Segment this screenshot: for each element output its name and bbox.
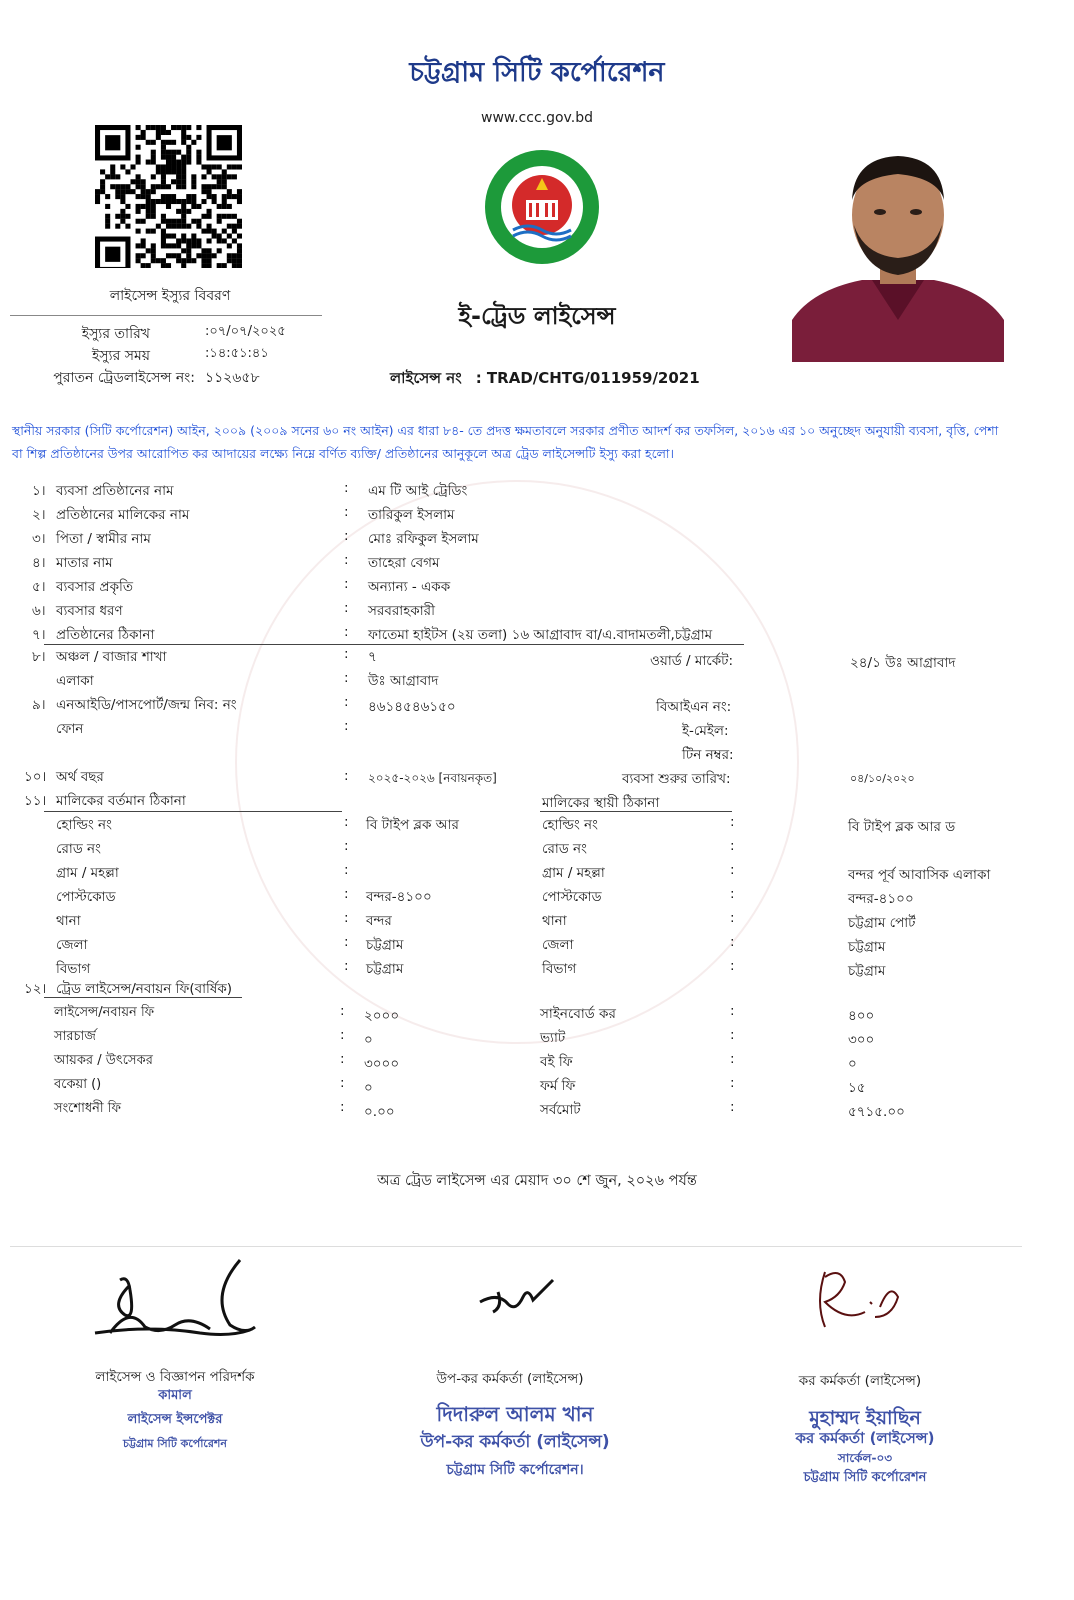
detail-label: প্রতিষ্ঠানের ঠিকানা (56, 627, 155, 643)
nid-label: এনআইডি/পাসপোর্ট/জন্ম নিব: নং (56, 697, 237, 713)
detail-value: তাহেরা বেগম (368, 555, 440, 571)
detail-label: মাতার নাম (56, 555, 113, 571)
colon: : (730, 838, 735, 854)
fees-underline (44, 997, 242, 998)
present-label: থানা (56, 913, 81, 929)
colon: : (340, 1003, 345, 1019)
detail-label: প্রতিষ্ঠানের মালিকের নাম (56, 507, 190, 523)
fee-value: ৩০০০ (364, 1056, 400, 1072)
colon: : (344, 718, 349, 734)
deputy-stamp (395, 1400, 635, 1484)
colon: : (730, 1051, 735, 1067)
fee-value: ২০০০ (364, 1008, 400, 1024)
detail-num: ৬। (32, 603, 46, 619)
detail-value: সরবরাহকারী (368, 603, 435, 619)
fee-value: ১৫ (848, 1080, 866, 1096)
colon: : (344, 768, 349, 784)
stamp-line: কর কর্মকর্তা (লাইসেন্স) (795, 1429, 935, 1447)
present-value: চট্টগ্রাম (366, 937, 404, 953)
fee-label: বকেয়া () (54, 1077, 102, 1092)
permanent-label: পোস্টকোড (542, 889, 602, 905)
detail-value: এম টি আই ট্রেডিং (368, 483, 468, 499)
fee-label: সারচার্জ (54, 1029, 96, 1044)
fee-value: ০ (364, 1032, 373, 1048)
detail-value: অন্যান্য - একক (368, 579, 451, 595)
detail-num: ২। (32, 507, 46, 523)
address-underline (44, 644, 744, 645)
colon: : (340, 1051, 345, 1067)
detail-value: ফাতেমা হাইটস (২য় তলা) ১৬ আগ্রাবাদ বা/এ.বাদামতলী,চট্টগ্রাম (368, 627, 713, 643)
license-number-value: : TRAD/CHTG/011959/2021 (475, 369, 700, 387)
website-url[interactable]: www.ccc.gov.bd (481, 110, 593, 126)
present-label: পোস্টকোড (56, 889, 116, 905)
colon: : (344, 694, 349, 710)
colon: : (730, 886, 735, 902)
colon: : (344, 646, 349, 662)
fee-value: ০.০০ (364, 1104, 395, 1120)
detail-value: তারিকুল ইসলাম (368, 507, 455, 523)
colon: : (340, 1075, 345, 1091)
permanent-value: বি টাইপ ব্লক আর ড (848, 819, 956, 835)
colon: : (344, 958, 349, 974)
address-num: ১১। (24, 793, 47, 809)
detail-label: ব্যবসার প্রকৃতি (56, 579, 134, 595)
detail-label: পিতা / স্বামীর নাম (56, 531, 151, 547)
fee-value: ৩০০ (848, 1032, 875, 1048)
present-value: বন্দর-৪১০০ (366, 889, 432, 905)
stamp-line: লাইসেন্স ইন্সপেক্টর (127, 1412, 223, 1427)
city-corporation-logo (483, 148, 601, 266)
colon: : (344, 480, 349, 496)
phone-label: ফোন (56, 721, 84, 737)
nid-num: ৯। (32, 697, 46, 713)
permanent-label: হোল্ডিং নং (542, 817, 598, 833)
permanent-value: চট্টগ্রাম (848, 939, 886, 955)
fee-label: সংশোধনী ফি (54, 1101, 121, 1116)
detail-value: মোঃ রফিকুল ইসলাম (368, 531, 479, 547)
area-label: অঞ্চল / বাজার শাখা (56, 649, 167, 665)
old-license-row (10, 366, 300, 388)
issue-time-value: :১৪:৫১:৪১ (205, 346, 269, 361)
permanent-value: চট্টগ্রাম (848, 963, 886, 979)
ward-label: ওয়ার্ড / মার্কেট: (650, 653, 734, 669)
intro-paragraph: স্থানীয় সরকার (সিটি কর্পোরেশন) আইন, ২০০৯ (২০০৯ সনের ৬০ নং আইন) এর ধারা ৮৪- তে প্রদত্ত ক্ষমতাবলে সরকার প্রণীত আদর্শ কর তফসিল, ২০১৬ এর ১০ অনুচ্ছেদ অনুযায়ী ব্যবসা, বৃত্তি, পেশা বা শিল্প প্রতিষ্ঠানের উপর আরোপিত কর আদায়ের লক্ষ্যে নিম্নে বর্ণিত ব্যক্তি/ প্রতিষ্ঠানের আনুকূলে অত্র ট্রেড লাইসেন্সটি ইস্যু করা হলো। (12, 423, 999, 461)
colon: : (344, 934, 349, 950)
org-title: চট্টগ্রাম সিটি কর্পোরেশন (409, 57, 665, 88)
stamp-line: সার্কেল-০৩ (837, 1451, 893, 1465)
fee-value: ৫৭১৫.০০ (848, 1104, 905, 1120)
issue-date-label: ইস্যুর তারিখ (81, 326, 150, 342)
colon: : (340, 1099, 345, 1115)
colon: : (344, 600, 349, 616)
stamp-line: চট্টগ্রাম সিটি কর্পোরেশন। (446, 1462, 584, 1478)
colon: : (344, 552, 349, 568)
colon: : (730, 1027, 735, 1043)
issue-time-row (10, 344, 300, 366)
colon: : (730, 910, 735, 926)
signature-title-3: কর কর্মকর্তা (লাইসেন্স) (798, 1373, 922, 1389)
colon: : (730, 814, 735, 830)
issue-details-caption: লাইসেন্স ইস্যুর বিবরণ (109, 288, 231, 304)
start-date-label: ব্যবসা শুরুর তারিখ: (622, 771, 731, 787)
area-num: ৮। (32, 649, 46, 665)
area-value: ৭ (368, 649, 377, 665)
tin-label: টিন নম্বর: (682, 747, 734, 763)
permanent-label: রোড নং (542, 841, 587, 857)
stamp-line: উপ-কর কর্মকর্তা (লাইসেন্স) (420, 1432, 610, 1452)
signature-title-2: উপ-কর কর্মকর্তা (লাইসেন্স) (436, 1371, 584, 1387)
fiscal-num: ১০। (24, 769, 47, 785)
fee-label: সর্বমোট (540, 1102, 581, 1118)
permanent-value: বন্দর-৪১০০ (848, 891, 914, 907)
detail-num: ৩। (32, 531, 46, 547)
footer-divider (10, 1246, 1022, 1247)
colon: : (344, 910, 349, 926)
colon: : (344, 504, 349, 520)
locality-label: এলাকা (56, 673, 94, 689)
present-label: জেলা (56, 937, 88, 953)
fiscal-label: অর্থ বছর (56, 769, 104, 785)
permanent-label: জেলা (542, 937, 574, 953)
colon: : (344, 862, 349, 878)
fee-value: ০ (364, 1080, 373, 1096)
colon: : (730, 1003, 735, 1019)
colon: : (730, 1075, 735, 1091)
colon: : (344, 528, 349, 544)
locality-value: উঃ আগ্রাবাদ (368, 673, 439, 689)
old-license-label: পুরাতন ট্রেডলাইসেন্স নং: (53, 370, 195, 386)
fees-title: ট্রেড লাইসেন্স/নবায়ন ফি(বার্ষিক) (56, 981, 233, 997)
fee-value: ০ (848, 1056, 857, 1072)
present-value: বন্দর (366, 913, 392, 929)
fee-label: লাইসেন্স/নবায়ন ফি (54, 1005, 155, 1020)
stamp-line: চট্টগ্রাম সিটি কর্পোরেশন (803, 1470, 927, 1485)
tax-officer-signature (810, 1262, 905, 1342)
fee-label: সাইনবোর্ড কর (540, 1006, 616, 1022)
permanent-address-title: মালিকের স্থায়ী ঠিকানা (542, 795, 660, 811)
fee-label: বই ফি (540, 1054, 573, 1070)
old-license-value: ১১২৬৫৮ (205, 370, 260, 386)
signature-title-1: লাইসেন্স ও বিজ্ঞাপন পরিদর্শক (95, 1369, 255, 1385)
present-label: হোল্ডিং নং (56, 817, 112, 833)
fiscal-value: ২০২৫-২০২৬ [নবায়নকৃত] (368, 771, 497, 785)
present-label: গ্রাম / মহল্লা (56, 865, 119, 881)
detail-num: ৫। (32, 579, 46, 595)
address-underline (44, 811, 342, 812)
issue-date-value: :০৭/০৭/২০২৫ (205, 324, 286, 339)
permanent-label: বিভাগ (542, 961, 577, 977)
tax-officer-stamp (740, 1408, 990, 1488)
stamp-line: কামাল (158, 1388, 192, 1403)
colon: : (730, 1099, 735, 1115)
inspector-stamp (60, 1384, 290, 1456)
stamp-line: মুহাম্মদ ইয়াছিন (809, 1407, 921, 1429)
colon: : (340, 1027, 345, 1043)
detail-num: ১। (32, 483, 46, 499)
present-address-title: মালিকের বর্তমান ঠিকানা (56, 793, 186, 809)
qr-code (95, 125, 242, 268)
colon: : (344, 814, 349, 830)
inspector-signature (90, 1255, 260, 1350)
start-date-value: ০৪/১০/২০২০ (850, 772, 915, 785)
colon: : (730, 958, 735, 974)
bin-label: বিআইএন নং: (656, 699, 732, 715)
permanent-value: বন্দর পূর্ব আবাসিক এলাকা (848, 867, 991, 883)
address-underline (540, 811, 732, 812)
ward-value: ২৪/১ উঃ আগ্রাবাদ (850, 655, 956, 671)
fee-label: ভ্যাট (540, 1030, 566, 1046)
license-number-label: লাইসেন্স নং (390, 369, 462, 387)
document-title: ই-ট্রেড লাইসেন্স (458, 302, 616, 330)
detail-label: ব্যবসা প্রতিষ্ঠানের নাম (56, 483, 174, 499)
detail-label: ব্যবসার ধরণ (56, 603, 123, 619)
present-label: রোড নং (56, 841, 101, 857)
stamp-line: দিদারুল আলম খান (436, 1402, 594, 1426)
email-label: ই-মেইল: (682, 723, 729, 739)
permanent-label: থানা (542, 913, 567, 929)
owner-photo (792, 130, 1004, 362)
issue-time-label: ইস্যুর সময় (91, 348, 150, 364)
present-value: বি টাইপ ব্লক আর (366, 817, 459, 833)
colon: : (730, 934, 735, 950)
validity-text: অত্র ট্রেড লাইসেন্স এর মেয়াদ ৩০ শে জুন, ২০২৬ পর্যন্ত (377, 1173, 697, 1189)
colon: : (344, 838, 349, 854)
fee-label: আয়কর / উৎসেকর (54, 1053, 153, 1068)
deputy-signature (478, 1272, 558, 1322)
colon: : (344, 576, 349, 592)
license-number (390, 367, 700, 392)
present-label: বিভাগ (56, 961, 91, 977)
colon: : (344, 886, 349, 902)
present-value: চট্টগ্রাম (366, 961, 404, 977)
nid-value: ৪৬১৪৫৪৬১৫০ (368, 699, 456, 715)
colon: : (730, 862, 735, 878)
colon: : (344, 624, 349, 640)
fee-value: ৪০০ (848, 1008, 875, 1024)
colon: : (344, 670, 349, 686)
permanent-label: গ্রাম / মহল্লা (542, 865, 605, 881)
detail-num: ৪। (32, 555, 46, 571)
stamp-line: চট্টগ্রাম সিটি কর্পোরেশন (123, 1437, 227, 1450)
detail-num: ৭। (32, 627, 46, 643)
fees-num: ১২। (24, 981, 47, 997)
permanent-value: চট্টগ্রাম পোর্ট (848, 915, 916, 931)
fee-label: ফর্ম ফি (540, 1078, 576, 1094)
